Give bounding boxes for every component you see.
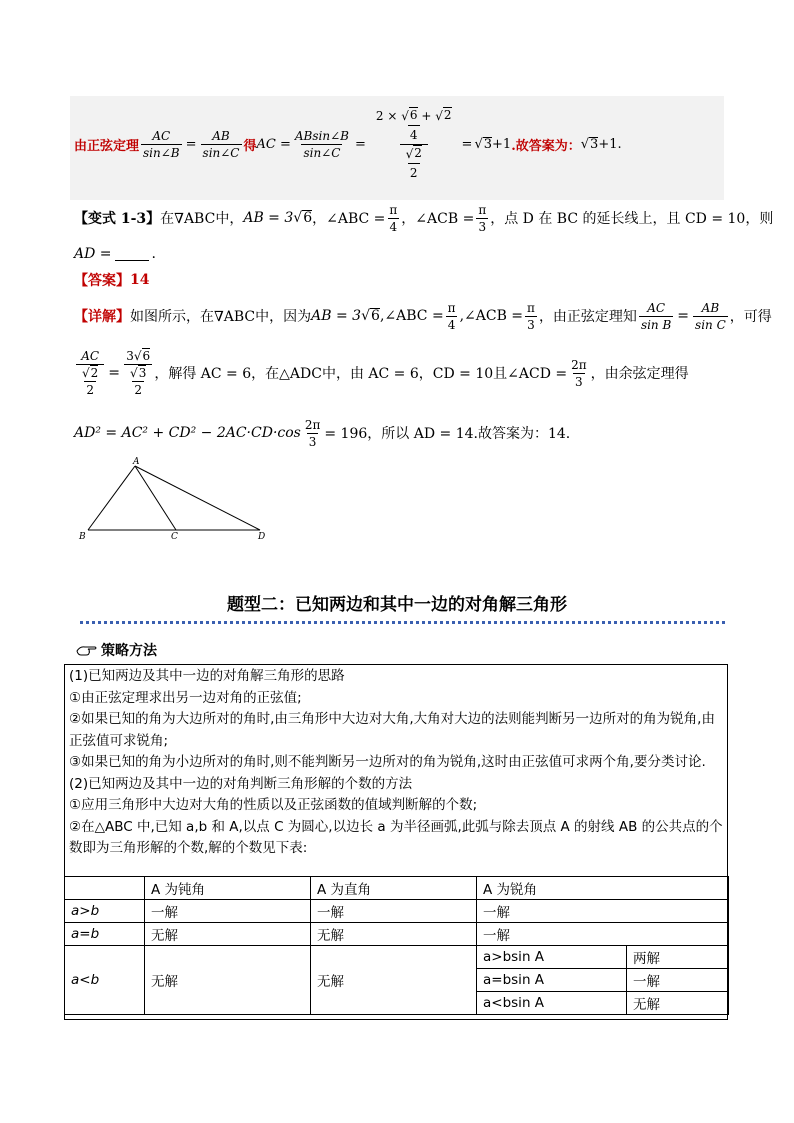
answer-label: .故答案为： — [511, 138, 581, 154]
label-a: A — [133, 457, 140, 467]
answer-sqrt3: √ 3 — [580, 136, 599, 152]
table-row: a=bsin A 一解 — [65, 969, 729, 992]
fraction-absinb-sinc: $\frac{ABsin\angle B}{\sin\angle C}$ — [294, 128, 349, 160]
detail-label: 【详解】 — [74, 309, 130, 325]
sqrt-6-variant: √ 6 — [293, 210, 313, 226]
hand-pointer-icon — [76, 643, 98, 657]
answer-tail: +1. — [598, 136, 622, 152]
sqrt-2: √ 2 — [435, 107, 452, 123]
label-b: B — [79, 532, 86, 542]
answer-line — [74, 270, 149, 290]
strategy-line: ①应用三角形中大边对大角的性质以及正弦函数的值域判断解的个数; — [69, 797, 478, 813]
table-row: a<bsin A 无解 — [65, 992, 729, 1015]
detail-line-3: AD² = AC² + CD² − 2AC·CD·cos $\frac{2\pi}{3}$ = 196，所以 AD = 14.故答案为：14. — [74, 417, 571, 449]
result-tail: +1 — [492, 136, 512, 152]
detail-line-1: 【详解】 如图所示，在∇ABC中，因为 AB = 3 √ 6 ,∠ABC = $\frac{\pi}{4}$ ,∠ACB = $\frac{\pi}{3}$ ，由正弦定理知 $\frac{AC}{\text{sin B}}$ = $\frac{AB}{\text{sin C}}$ ，可得 — [74, 300, 772, 332]
solution-count-table — [64, 876, 729, 1015]
segment-ab — [88, 466, 135, 530]
strategy-line: ③如果已知的角为小边所对的角时,则不能判断另一边所对的角为锐角,这时由正弦值可求两个角,要分类讨论. — [69, 754, 706, 770]
detail-line-2: AC √ 2 2 = 3√ 6 √ 3 2 ，解得 AC = 6，在△ADC中，由 AC = 6，CD = 10且∠ACD = $\frac{2\pi}{3}$ ，由余弦定理得 — [74, 345, 689, 401]
segment-ac — [135, 466, 176, 530]
segment-ad — [135, 466, 260, 530]
table-row: a<b 无解 无解 a>bsin A 两解 — [65, 946, 729, 969]
sqrt-2-den: √ 2 — [405, 145, 422, 161]
strategy-line: (2)已知两边及其中一边的对角判断三角形解的个数的方法 — [69, 775, 413, 792]
sqrt-6: √ 6 — [401, 107, 418, 123]
fraction-compound: 2 × √ 6 + √ 2 4 √ 2 2 — [375, 107, 452, 180]
solution-ac-eq: AC = — [256, 136, 291, 152]
variant-line-2: AD = . — [74, 246, 156, 262]
table-row: a=b 无解 无解 一解 — [65, 923, 729, 946]
answer-blank — [115, 247, 149, 261]
label-d: D — [258, 532, 266, 542]
table-header-row: A 为钝角 A 为直角 A 为锐角 — [65, 877, 729, 900]
table-row: a>b 一解 一解 一解 — [65, 900, 729, 923]
solution-lead: 由正弦定理 — [74, 138, 140, 154]
answer-value: 14 — [130, 272, 150, 288]
section-title: 题型二：已知两边和其中一边的对角解三角形 — [227, 595, 567, 615]
strategy-text — [69, 666, 725, 860]
dotted-divider — [80, 621, 725, 624]
fraction-pi-3: $\frac{\pi}{3}$ — [478, 202, 487, 234]
variant-problem: 【变式 1-3】 在∇ABC中， AB = 3 √ 6 ，∠ABC = $\frac{\pi}{4}$ ，∠ACB = $\frac{\pi}{3}$ ，点 D 在 BC 的延长线上，且 CD = 10，则 — [74, 202, 774, 234]
result-sqrt3: √ 3 — [474, 136, 493, 152]
strategy-line: ②如果已知的角为大边所对的角时,由三角形中大边对大角,大角对大边的法则能判断另一边所对的角为锐角,由正弦值可求锐角; — [69, 711, 715, 749]
strategy-heading: 策略方法 — [76, 640, 157, 660]
fraction-ab-sinc: $\frac{AB}{\sin\angle C}$ — [202, 128, 240, 160]
strategy-line: ②在△ABC 中,已知 a,b 和 A,以点 C 为圆心,以边长 a 为半径画弧,此弧与除去顶点 A 的射线 AB 的公共点的个数即为三角形解的个数,解的个数见下表: — [69, 818, 723, 856]
strategy-line: ①由正弦定理求出另一边对角的正弦值; — [69, 689, 302, 706]
solution-get: 得 — [243, 138, 257, 154]
variant-label: 【变式 1-3】 — [74, 211, 161, 227]
strategy-line: (1)已知两边及其中一边的对角解三角形的思路 — [69, 668, 345, 684]
solution-equation: 由正弦定理 $\frac{AC}{\sin\angle B}$ = $\frac{AB}{\sin\angle C}$ 得 AC = $\frac{ABsin\angle B}{\sin\angle C}$ = 2 × √ 6 + √ 2 4 √ 2 2 = √ 3 +1 .故答案为： √ 3 +1. — [74, 107, 622, 180]
fraction-pi-4: $\frac{\pi}{4}$ — [389, 202, 398, 234]
fraction-ac-sinb: $\frac{AC}{\sin\angle B}$ — [143, 128, 180, 160]
triangle-figure — [72, 456, 272, 546]
label-c: C — [171, 532, 178, 542]
answer-tag: 【答案】 — [74, 273, 130, 289]
